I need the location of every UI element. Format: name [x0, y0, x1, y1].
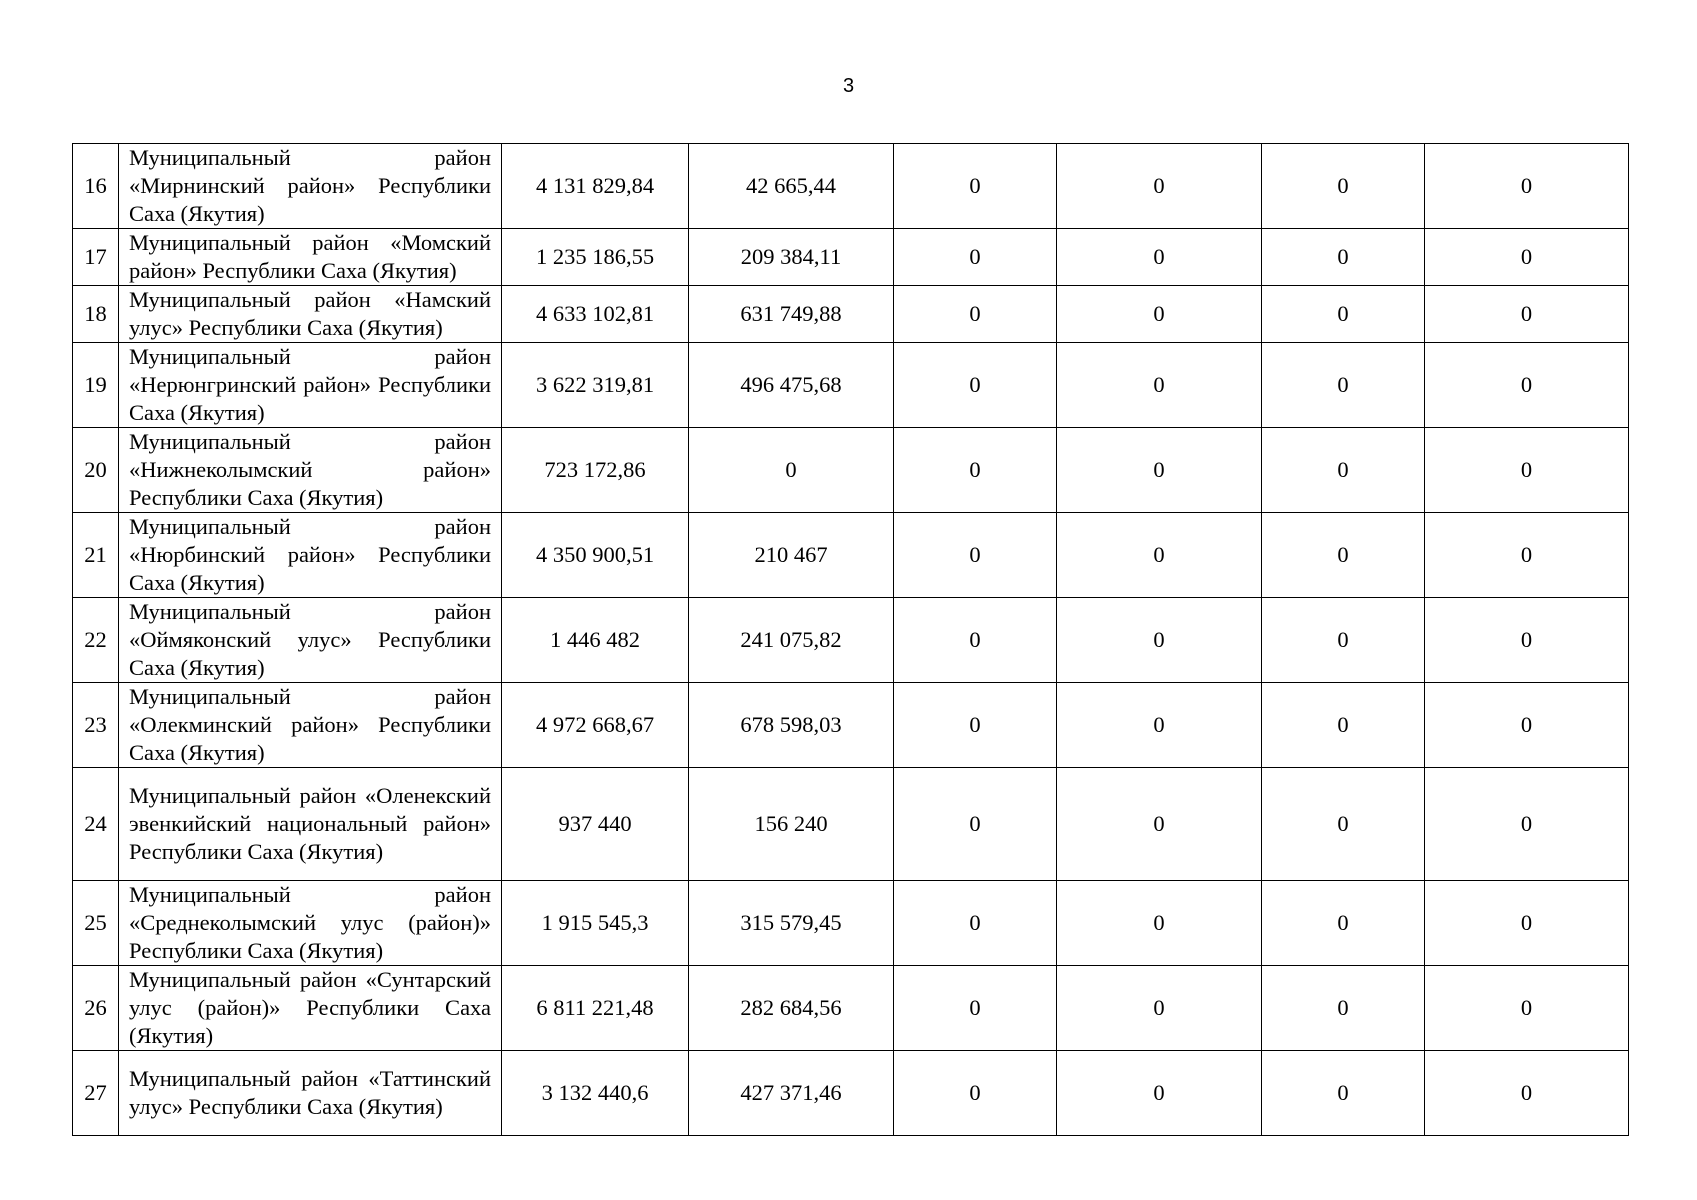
table-row: [73, 286, 1629, 343]
row-number: 21: [73, 513, 119, 598]
value-cell: 4 350 900,51: [502, 513, 689, 598]
value-cell: 0: [1425, 513, 1629, 598]
value-cell: 0: [1262, 1051, 1425, 1136]
value-cell: 4 131 829,84: [502, 144, 689, 229]
row-number: 25: [73, 881, 119, 966]
value-cell: 4 633 102,81: [502, 286, 689, 343]
value-cell: 0: [1057, 513, 1262, 598]
value-cell: 0: [1425, 881, 1629, 966]
value-cell: 723 172,86: [502, 428, 689, 513]
value-cell: 1 235 186,55: [502, 229, 689, 286]
value-cell: 0: [1425, 966, 1629, 1051]
value-cell: 0: [894, 966, 1057, 1051]
value-cell: 3 132 440,6: [502, 1051, 689, 1136]
value-cell: 0: [894, 144, 1057, 229]
value-cell: 6 811 221,48: [502, 966, 689, 1051]
value-cell: 0: [1425, 598, 1629, 683]
value-cell: 0: [894, 229, 1057, 286]
value-cell: 0: [1057, 598, 1262, 683]
value-cell: 1 915 545,3: [502, 881, 689, 966]
municipality-name: Муниципальный район «Оленекский эвенкийский национальный район» Республики Саха (Якутия): [119, 768, 502, 881]
value-cell: 0: [1057, 286, 1262, 343]
row-number: 22: [73, 598, 119, 683]
value-cell: 0: [1262, 286, 1425, 343]
municipality-name: Муниципальный район «Намский улус» Республики Саха (Якутия): [119, 286, 502, 343]
municipality-name: Муниципальный район «Оймяконский улус» Республики Саха (Якутия): [119, 598, 502, 683]
row-number: 17: [73, 229, 119, 286]
value-cell: 0: [1425, 286, 1629, 343]
value-cell: 0: [1057, 229, 1262, 286]
row-number: 20: [73, 428, 119, 513]
value-cell: 937 440: [502, 768, 689, 881]
value-cell: 4 972 668,67: [502, 683, 689, 768]
value-cell: 0: [1057, 343, 1262, 428]
value-cell: 0: [894, 881, 1057, 966]
value-cell: 0: [1057, 683, 1262, 768]
value-cell: 3 622 319,81: [502, 343, 689, 428]
page-number: 3: [842, 75, 855, 97]
value-cell: 0: [1262, 598, 1425, 683]
row-number: 23: [73, 683, 119, 768]
row-number: 27: [73, 1051, 119, 1136]
value-cell: 0: [1262, 881, 1425, 966]
municipality-name: Муниципальный район «Нерюнгринский район» Республики Саха (Якутия): [119, 343, 502, 428]
table-row: [73, 683, 1629, 768]
value-cell: 0: [1425, 683, 1629, 768]
value-cell: 0: [1425, 144, 1629, 229]
municipality-name: Муниципальный район «Момский район» Республики Саха (Якутия): [119, 229, 502, 286]
value-cell: 282 684,56: [689, 966, 894, 1051]
table-row: [73, 1051, 1629, 1136]
value-cell: 0: [1425, 428, 1629, 513]
table-row: [73, 229, 1629, 286]
value-cell: 0: [894, 428, 1057, 513]
value-cell: 678 598,03: [689, 683, 894, 768]
value-cell: 0: [1057, 768, 1262, 881]
value-cell: 0: [1262, 513, 1425, 598]
value-cell: 0: [1262, 343, 1425, 428]
value-cell: 0: [1057, 881, 1262, 966]
value-cell: 0: [1057, 428, 1262, 513]
table-row: [73, 966, 1629, 1051]
municipality-name: Муниципальный район «Олекминский район» Республики Саха (Якутия): [119, 683, 502, 768]
value-cell: 0: [1057, 144, 1262, 229]
value-cell: 209 384,11: [689, 229, 894, 286]
row-number: 26: [73, 966, 119, 1051]
table-row: [73, 598, 1629, 683]
municipality-name: Муниципальный район «Таттинский улус» Республики Саха (Якутия): [119, 1051, 502, 1136]
value-cell: 0: [1262, 229, 1425, 286]
value-cell: 156 240: [689, 768, 894, 881]
value-cell: 0: [1262, 966, 1425, 1051]
table-row: [73, 428, 1629, 513]
row-number: 24: [73, 768, 119, 881]
table-row: [73, 513, 1629, 598]
value-cell: 0: [1262, 683, 1425, 768]
row-number: 18: [73, 286, 119, 343]
value-cell: 631 749,88: [689, 286, 894, 343]
row-number: 19: [73, 343, 119, 428]
value-cell: 0: [1262, 144, 1425, 229]
value-cell: 0: [894, 286, 1057, 343]
table-row: [73, 881, 1629, 966]
municipality-name: Муниципальный район «Нюрбинский район» Республики Саха (Якутия): [119, 513, 502, 598]
value-cell: 0: [1262, 428, 1425, 513]
table-row: [73, 768, 1629, 881]
value-cell: 0: [1057, 966, 1262, 1051]
value-cell: 210 467: [689, 513, 894, 598]
table-row: [73, 144, 1629, 229]
value-cell: 0: [1425, 768, 1629, 881]
value-cell: 0: [1425, 229, 1629, 286]
value-cell: 0: [894, 598, 1057, 683]
municipality-name: Муниципальный район «Среднеколымский улус (район)» Республики Саха (Якутия): [119, 881, 502, 966]
municipality-name: Муниципальный район «Сунтарский улус (район)» Республики Саха (Якутия): [119, 966, 502, 1051]
value-cell: 0: [894, 343, 1057, 428]
value-cell: 427 371,46: [689, 1051, 894, 1136]
municipality-name: Муниципальный район «Мирнинский район» Республики Саха (Якутия): [119, 144, 502, 229]
value-cell: 315 579,45: [689, 881, 894, 966]
municipality-name: Муниципальный район «Нижнеколымский район» Республики Саха (Якутия): [119, 428, 502, 513]
value-cell: 0: [894, 683, 1057, 768]
row-number: 16: [73, 144, 119, 229]
value-cell: 0: [894, 1051, 1057, 1136]
value-cell: 0: [1057, 1051, 1262, 1136]
value-cell: 0: [894, 513, 1057, 598]
data-table: [72, 143, 1629, 1136]
value-cell: 0: [1425, 343, 1629, 428]
table-row: [73, 343, 1629, 428]
value-cell: 0: [894, 768, 1057, 881]
value-cell: 241 075,82: [689, 598, 894, 683]
value-cell: 0: [1262, 768, 1425, 881]
value-cell: 42 665,44: [689, 144, 894, 229]
value-cell: 496 475,68: [689, 343, 894, 428]
value-cell: 0: [1425, 1051, 1629, 1136]
value-cell: 1 446 482: [502, 598, 689, 683]
value-cell: 0: [689, 428, 894, 513]
